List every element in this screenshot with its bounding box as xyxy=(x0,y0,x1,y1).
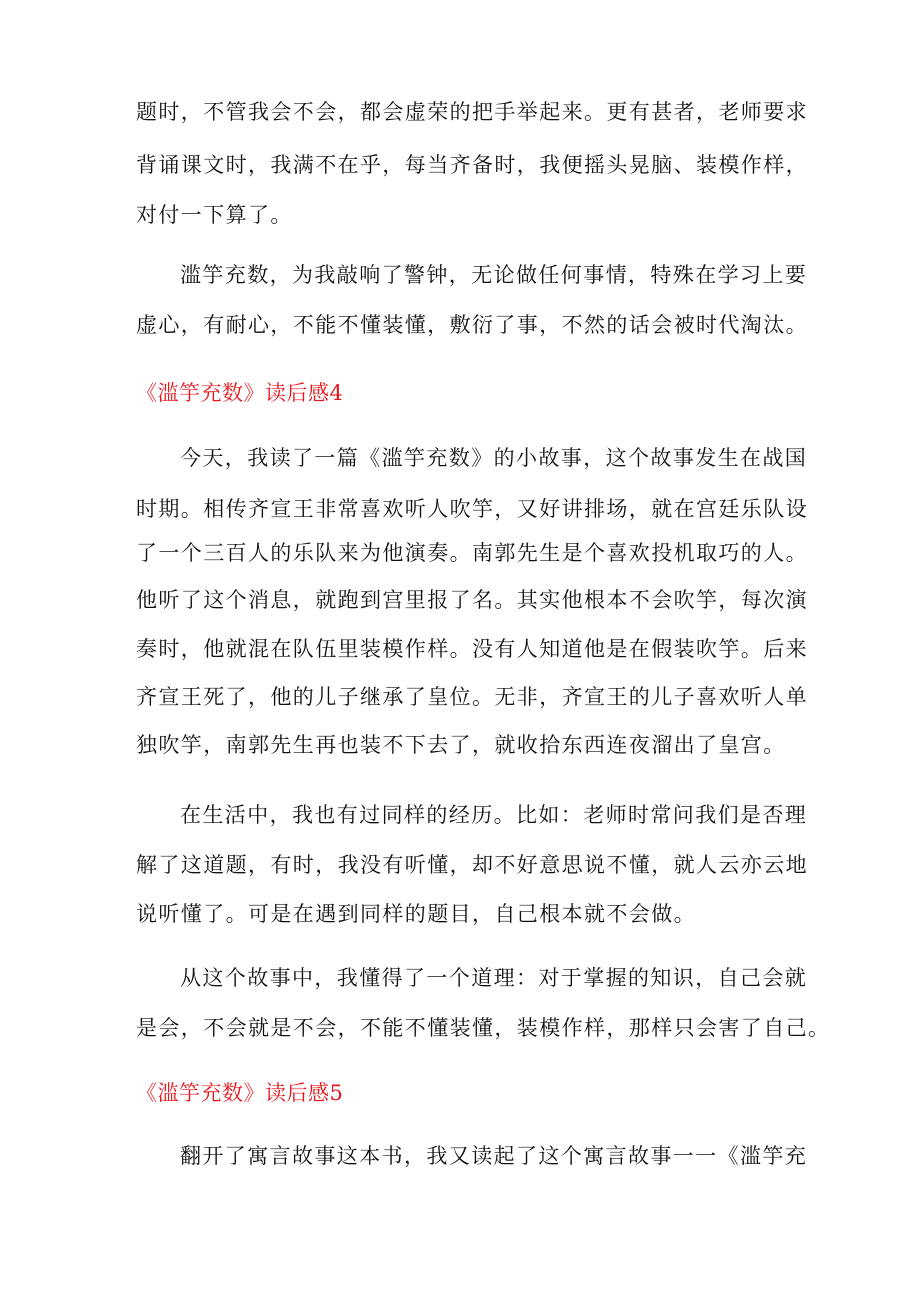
section4-lesson-line-1: 从这个故事中，我懂得了一个道理：对于掌握的知识，自己会就 xyxy=(180,966,808,990)
section4-lesson-line-2: 是会，不会就是不会，不能不懂装懂，装模作样，那样只会害了自己。 xyxy=(136,1016,831,1040)
section4-story-line-2: 时期。相传齐宣王非常喜欢听人吹竽，又好讲排场，就在宫廷乐队设 xyxy=(136,497,808,521)
section4-life-line-3: 说听懂了。可是在遇到同样的题目，自己根本就不会做。 xyxy=(136,902,696,926)
section4-life-line-2: 解了这道题，有时，我没有听懂，却不好意思说不懂，就人云亦云地 xyxy=(136,853,808,877)
paragraph-intro-line-1: 题时，不管我会不会，都会虚荣的把手举起来。更有甚者，老师要求 xyxy=(136,100,808,124)
section4-life-line-1: 在生活中，我也有过同样的经历。比如：老师时常问我们是否理 xyxy=(180,803,808,827)
section4-story-line-4: 他听了这个消息，就跑到宫里报了名。其实他根本不会吹竽，每次演 xyxy=(136,588,808,612)
section4-story-line-5: 奏时，他就混在队伍里装模作样。没有人知道他是在假装吹竽。后来 xyxy=(136,637,808,661)
paragraph-conclusion-line-2: 虚心，有耐心，不能不懂装懂，敷衍了事，不然的话会被时代淘汰。 xyxy=(136,313,808,337)
section5-open-line-1: 翻开了寓言故事这本书，我又读起了这个寓言故事一一《滥竽充 xyxy=(180,1144,808,1168)
section-heading-5: 《滥竽充数》读后感5 xyxy=(136,1081,344,1105)
section4-story-line-1: 今天，我读了一篇《滥竽充数》的小故事，这个故事发生在战国 xyxy=(180,446,808,470)
section4-story-line-3: 了一个三百人的乐队来为他演奏。南郭先生是个喜欢投机取巧的人。 xyxy=(136,541,808,565)
section4-story-line-7: 独吹竽，南郭先生再也装不下去了，就收拾东西连夜溜出了皇宫。 xyxy=(136,733,786,757)
section4-story-line-6: 齐宣王死了，他的儿子继承了皇位。无非，齐宣王的儿子喜欢听人单 xyxy=(136,685,808,709)
paragraph-conclusion-line-1: 滥竽充数，为我敲响了警钟，无论做任何事情，特殊在学习上要 xyxy=(180,263,808,287)
paragraph-intro-line-3: 对付一下算了。 xyxy=(136,203,293,227)
section-heading-4: 《滥竽充数》读后感4 xyxy=(136,381,344,405)
paragraph-intro-line-2: 背诵课文时，我满不在乎，每当齐备时，我便摇头晃脑、装模作样， xyxy=(136,153,808,177)
